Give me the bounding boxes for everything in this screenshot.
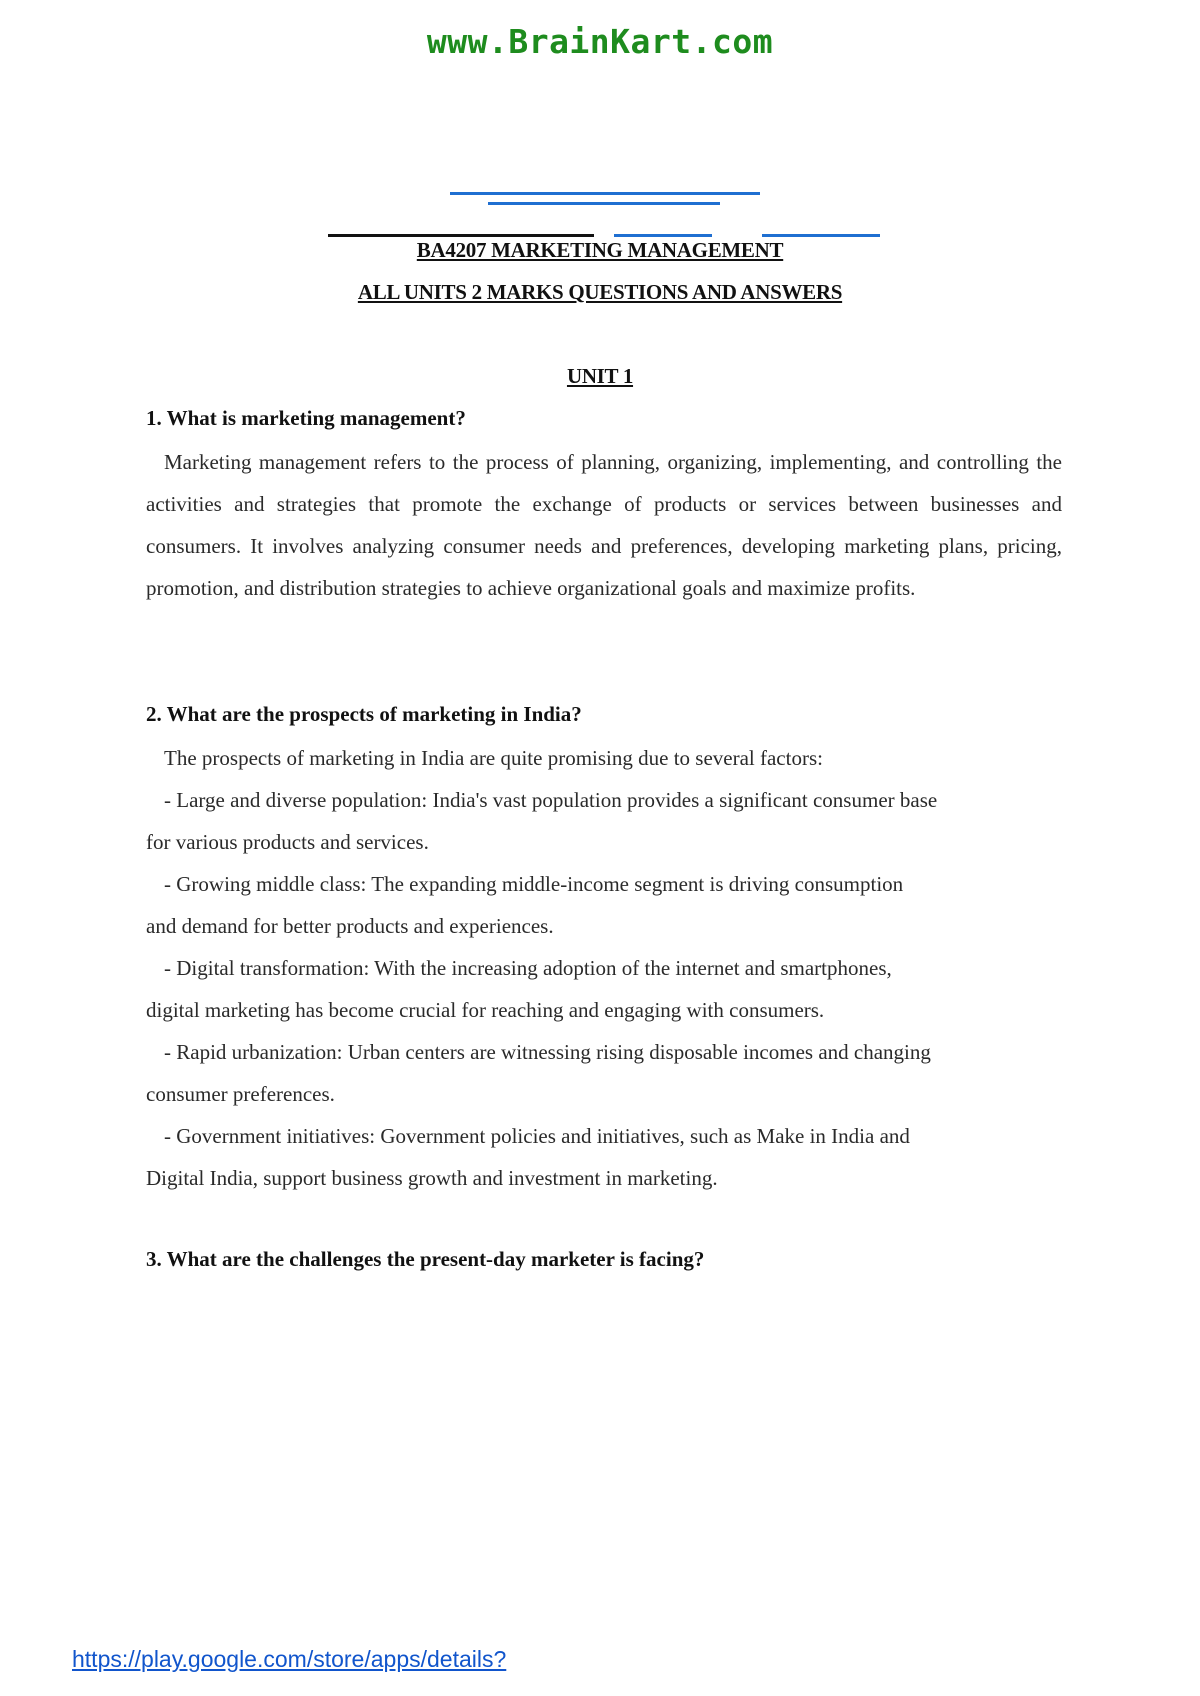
question-2: 2. What are the prospects of marketing in India?	[146, 702, 582, 726]
question-1: 1. What is marketing management?	[146, 406, 466, 430]
question-3: 3. What are the challenges the present-day marketer is facing?	[146, 1247, 705, 1271]
answer-2-line: Digital India, support business growth and investment in marketing.	[146, 1166, 718, 1190]
answer-2-line: - Digital transformation: With the increasing adoption of the internet and smartphones,	[164, 956, 892, 980]
decorative-rule	[488, 202, 720, 205]
footer-link[interactable]: https://play.google.com/store/apps/details?	[72, 1646, 507, 1672]
site-header: www.BrainKart.com	[426, 22, 774, 61]
document-subtitle: ALL UNITS 2 MARKS QUESTIONS AND ANSWERS	[357, 280, 843, 304]
decorative-rule	[328, 234, 594, 237]
answer-2-line: The prospects of marketing in India are quite promising due to several factors:	[164, 746, 823, 770]
answer-2-line: - Rapid urbanization: Urban centers are witnessing rising disposable incomes and changing	[164, 1040, 931, 1064]
unit-heading: UNIT 1	[566, 364, 634, 388]
answer-2-line: - Large and diverse population: India's vast population provides a significant consumer base	[164, 788, 938, 812]
answer-2-line: for various products and services.	[146, 830, 429, 854]
decorative-rule	[614, 234, 712, 237]
decorative-rule	[762, 234, 880, 237]
decorative-rule	[450, 192, 760, 195]
answer-2-line: consumer preferences.	[146, 1082, 335, 1106]
document-title: BA4207 MARKETING MANAGEMENT	[416, 238, 784, 262]
answer-1: Marketing management refers to the process of planning, organizing, implementing, and controlling the activities and strategies that promote the exchange of products or services between businesses and consumers. It involves analyzing consumer needs and preferences, developing marketing plans, pricing, promotion, and distribution strategies to achieve organizational goals and maximize profits.	[146, 450, 1062, 600]
answer-2-line: and demand for better products and experiences.	[146, 914, 554, 938]
answer-2-line: - Government initiatives: Government policies and initiatives, such as Make in India and	[164, 1124, 910, 1148]
answer-2-line: digital marketing has become crucial for reaching and engaging with consumers.	[146, 998, 825, 1022]
answer-2-line: - Growing middle class: The expanding middle-income segment is driving consumption	[164, 872, 904, 896]
